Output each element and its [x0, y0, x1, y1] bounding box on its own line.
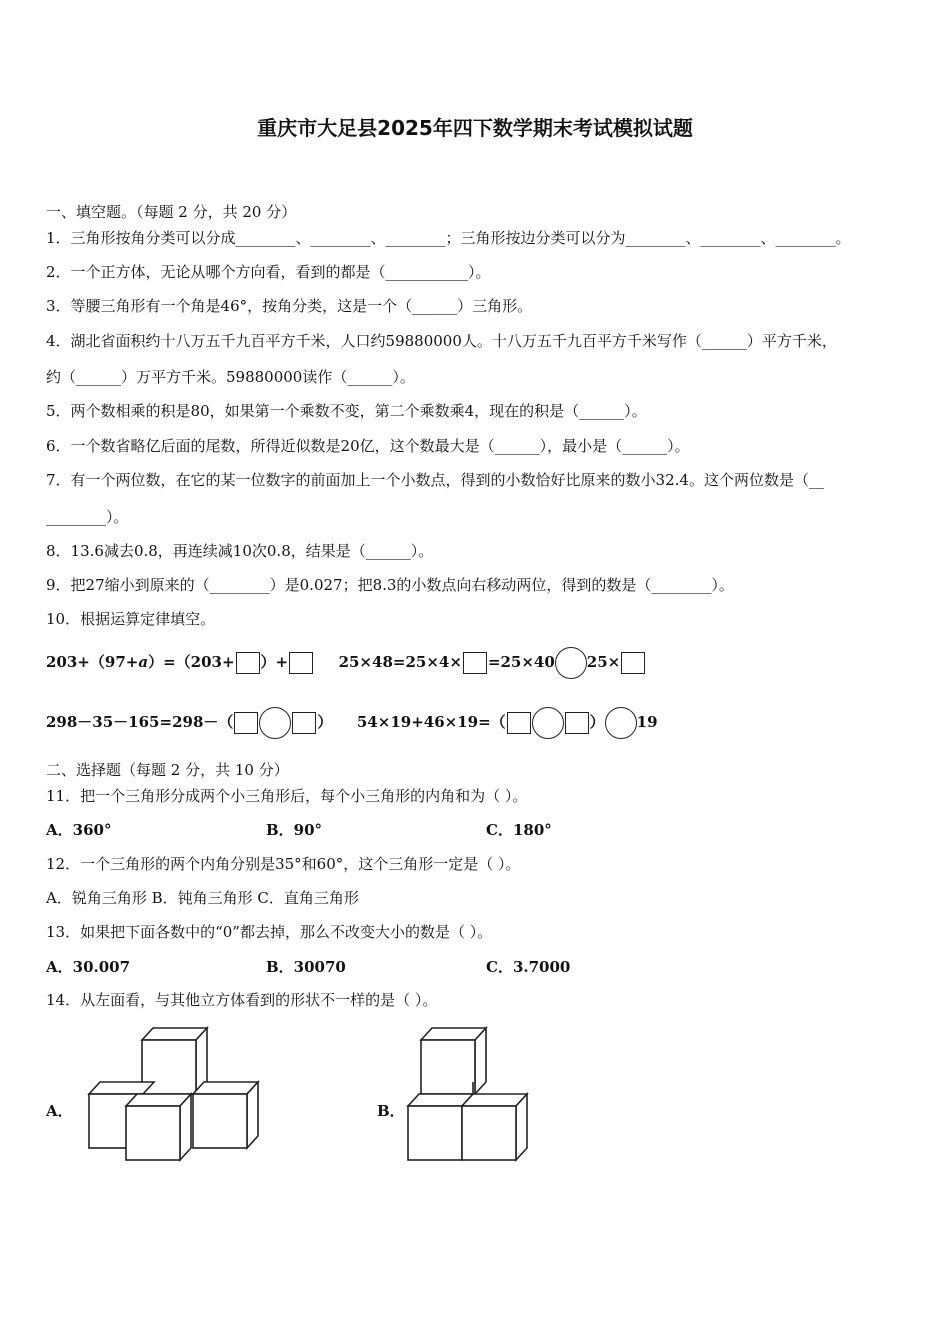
cube-face	[421, 1040, 475, 1094]
expr-part: =25×40	[487, 653, 555, 671]
answer-box[interactable]	[292, 712, 316, 734]
cube-face	[126, 1106, 180, 1160]
answer-box[interactable]	[507, 712, 531, 734]
answer-box[interactable]	[463, 652, 487, 674]
question-1: 1．三角形按角分类可以分成________、________、________；三角形按边分类可以分为________、________、________。	[46, 229, 851, 247]
question-4-line-2: 约（______）万平方千米。59880000读作（______）。	[46, 368, 415, 386]
figure-a-cubes	[80, 1020, 270, 1170]
figure-b-cubes	[400, 1020, 550, 1170]
question-11-options	[46, 820, 706, 840]
question-2: 2．一个正方体，无论从哪个方向看，看到的都是（___________）。	[46, 263, 491, 281]
expr-part: 25×48=25×4×	[338, 653, 462, 671]
question-9: 9．把27缩小到原来的（________）是0.027；把8.3的小数点向右移动两位，得到的数是（________）。	[46, 576, 734, 594]
expr-part: ）+	[260, 653, 289, 671]
answer-box[interactable]	[565, 712, 589, 734]
cube-face	[516, 1094, 527, 1160]
cube-face	[193, 1094, 247, 1148]
question-8: 8．13.6减去0.8，再连续减10次0.8，结果是（______）。	[46, 542, 434, 560]
answer-circle[interactable]	[605, 707, 637, 739]
cube-face	[408, 1106, 462, 1160]
option-a[interactable]: A．30.007	[46, 958, 131, 976]
question-7-line-2: ________）。	[46, 508, 129, 526]
question-10-row-2	[46, 705, 658, 739]
option-b[interactable]: B．90°	[266, 821, 323, 839]
answer-circle[interactable]	[532, 707, 564, 739]
figure-b-label[interactable]: B．	[377, 1102, 405, 1120]
question-10-row-1	[46, 647, 646, 679]
expr-part: 54×19+46×19=（	[356, 713, 506, 731]
answer-box[interactable]	[234, 712, 258, 734]
cube-face	[247, 1082, 258, 1148]
section-2-heading: 二、选择题（每题 2 分，共 10 分）	[46, 761, 289, 779]
cube-face	[462, 1106, 516, 1160]
answer-circle[interactable]	[555, 647, 587, 679]
question-12: 12．一个三角形的两个内角分别是35°和60°，这个三角形一定是（ ）。	[46, 855, 521, 873]
option-a[interactable]: A．360°	[46, 821, 112, 839]
question-12-options[interactable]: A．锐角三角形 B．钝角三角形 C．直角三角形	[46, 889, 359, 907]
question-6: 6．一个数省略亿后面的尾数，所得近似数是20亿，这个数最大是（______），最小是（______）。	[46, 437, 690, 455]
question-7-line-1: 7．有一个两位数，在它的某一位数字的前面加上一个小数点，得到的小数恰好比原来的数小32.4。这个两位数是（__	[46, 471, 824, 489]
cube-face	[475, 1028, 486, 1094]
option-c[interactable]: C．3.7000	[486, 958, 571, 976]
question-13: 13．如果把下面各数中的“0”都去掉，那么不改变大小的数是（ ）。	[46, 923, 493, 941]
expr-part: 298－35－165=298－（	[46, 713, 234, 731]
page-title: 重庆市大足县2025年四下数学期末考试模拟试题	[257, 116, 693, 140]
section-1-heading: 一、填空题。（每题 2 分，共 20 分）	[46, 203, 297, 221]
variable-a: a	[138, 653, 149, 671]
figure-a-label[interactable]: A．	[46, 1102, 73, 1120]
expr-part: 25×	[586, 653, 621, 671]
question-11: 11．把一个三角形分成两个小三角形后，每个小三角形的内角和为（ ）。	[46, 787, 528, 805]
option-c[interactable]: C．180°	[486, 821, 552, 839]
cube-face	[89, 1082, 154, 1094]
expr-part: 203+（97+	[46, 653, 139, 671]
question-5: 5．两个数相乘的积是80，如果第一个乘数不变，第二个乘数乘4，现在的积是（______）。	[46, 402, 647, 420]
answer-circle[interactable]	[259, 707, 291, 739]
answer-box[interactable]	[621, 652, 645, 674]
expr-part: 19	[636, 713, 658, 731]
question-14: 14．从左面看，与其他立方体看到的形状不一样的是（ ）。	[46, 991, 438, 1009]
cube-face	[180, 1094, 191, 1160]
question-4-line-1: 4．湖北省面积约十八万五千九百平方千米，人口约59880000人。十八万五千九百平方千米写作（______）平方千米，	[46, 332, 837, 350]
answer-box[interactable]	[236, 652, 260, 674]
option-b[interactable]: B．30070	[266, 958, 346, 976]
expr-part: ）=（203+	[148, 653, 235, 671]
expr-part: ）	[589, 713, 605, 731]
question-10: 10．根据运算定律填空。	[46, 610, 216, 628]
question-13-options	[46, 957, 706, 977]
question-3: 3．等腰三角形有一个角是46°，按角分类，这是一个（______）三角形。	[46, 297, 533, 315]
answer-box[interactable]	[289, 652, 313, 674]
expr-part: ）	[317, 713, 333, 731]
